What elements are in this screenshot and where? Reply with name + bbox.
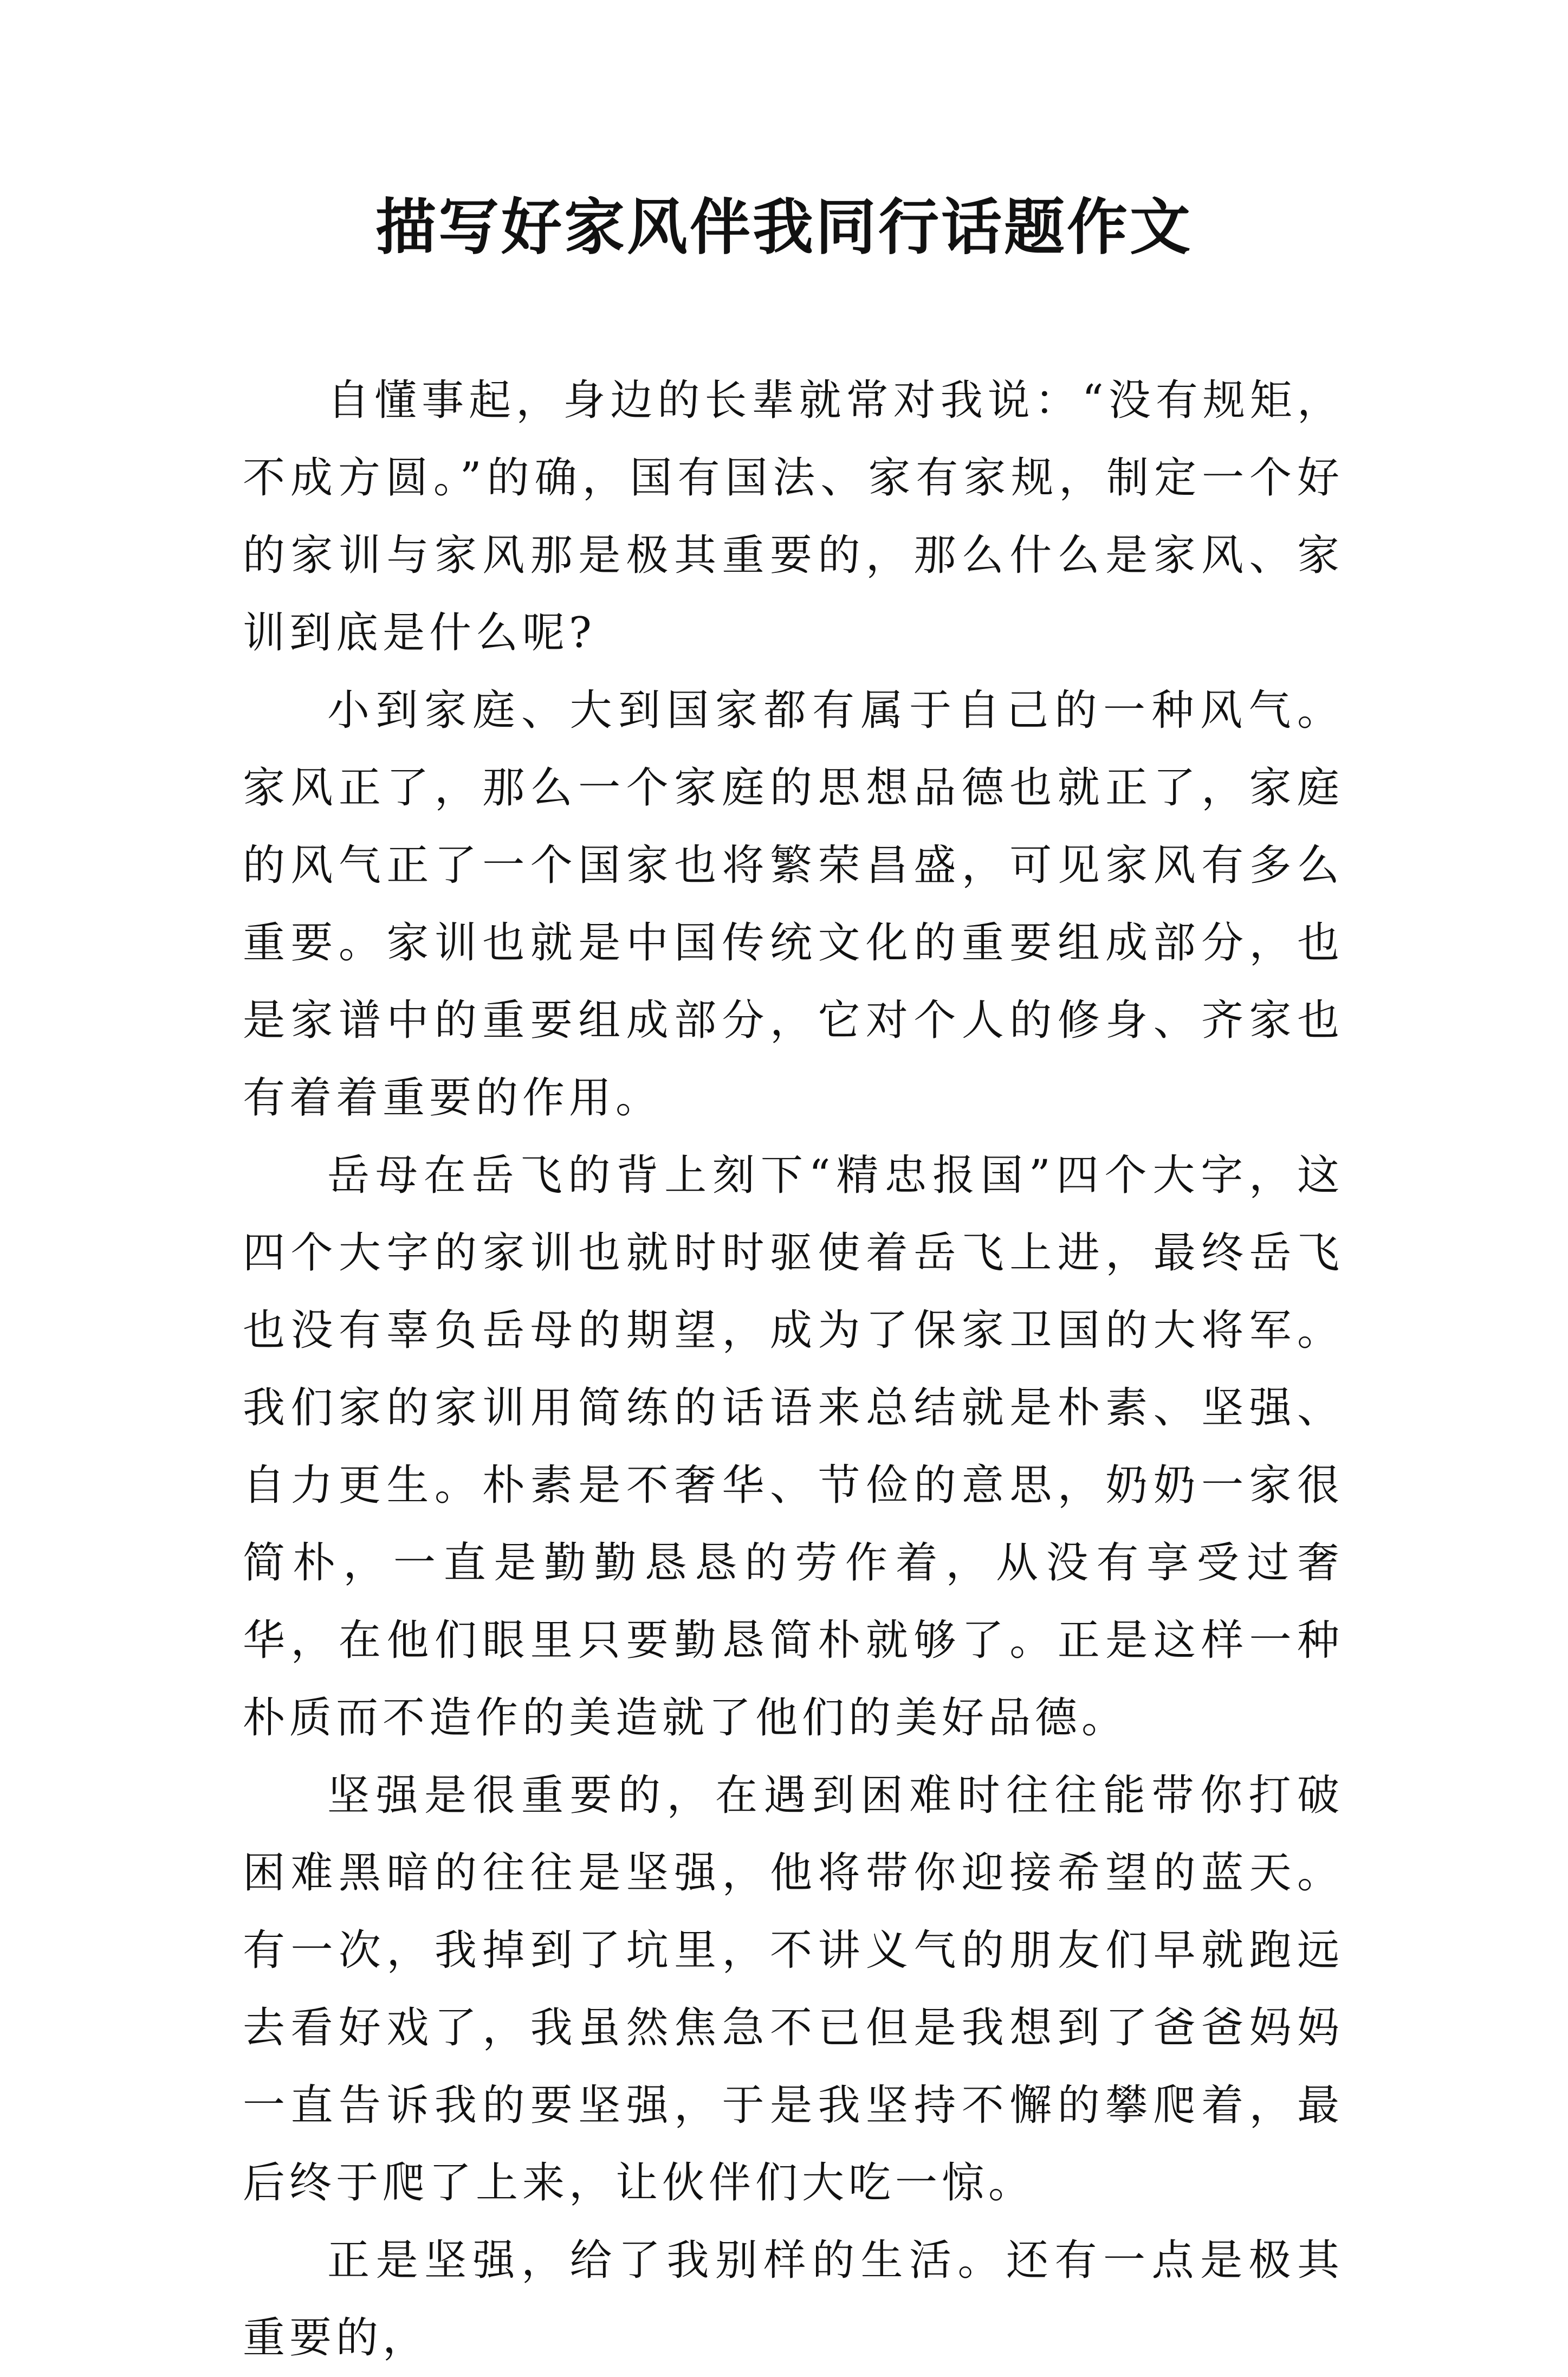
document-title: 描写好家风伴我同行话题作文: [375, 192, 1193, 263]
paragraph-2: 小到家庭、大到国家都有属于自己的一种风气。家风正了，那么一个家庭的思想品德也就正了，家庭的风气正了一个国家也将繁荣昌盛，可见家风有多么重要。家训也就是中国传统文化的重要组成部分，也是家谱中的重要组成部分，它对个人的修身、齐家也有着着重要的作用。: [243, 686, 1344, 1122]
paragraph-5: 正是坚强，给了我别样的生活。还有一点是极其重要的，: [243, 2236, 1344, 2362]
paragraph-3: 岳母在岳飞的背上刻下“精忠报国”四个大字，这四个大字的家训也就时时驱使着岳飞上进，最终岳飞也没有辜负岳母的期望，成为了保家卫国的大将军。我们家的家训用简练的话语来总结就是朴素、坚强、自力更生。朴素是不奢华、节俭的意思，奶奶一家很简朴，一直是勤勤恳恳的劳作着，从没有享受过奢华，在他们眼里只要勤恳简朴就够了。正是这样一种朴质而不造作的美造就了他们的美好品德。: [243, 1151, 1344, 1742]
paragraph-4: 坚强是很重要的，在遇到困难时往往能带你打破困难黑暗的往往是坚强，他将带你迎接希望的蓝天。有一次，我掉到了坑里，不讲义气的朋友们早就跑远去看好戏了，我虽然焦急不已但是我想到了爸爸妈妈一直告诉我的要坚强，于是我坚持不懈的攀爬着，最后终于爬了上来，让伙伴们大吃一惊。: [243, 1771, 1344, 2207]
document-body: [243, 362, 1344, 2377]
paragraph-1: 自懂事起，身边的长辈就常对我说：“没有规矩，不成方圆。”的确，国有国法、家有家规，制定一个好的家训与家风那是极其重要的，那么什么是家风、家训到底是什么呢?: [243, 376, 1344, 657]
